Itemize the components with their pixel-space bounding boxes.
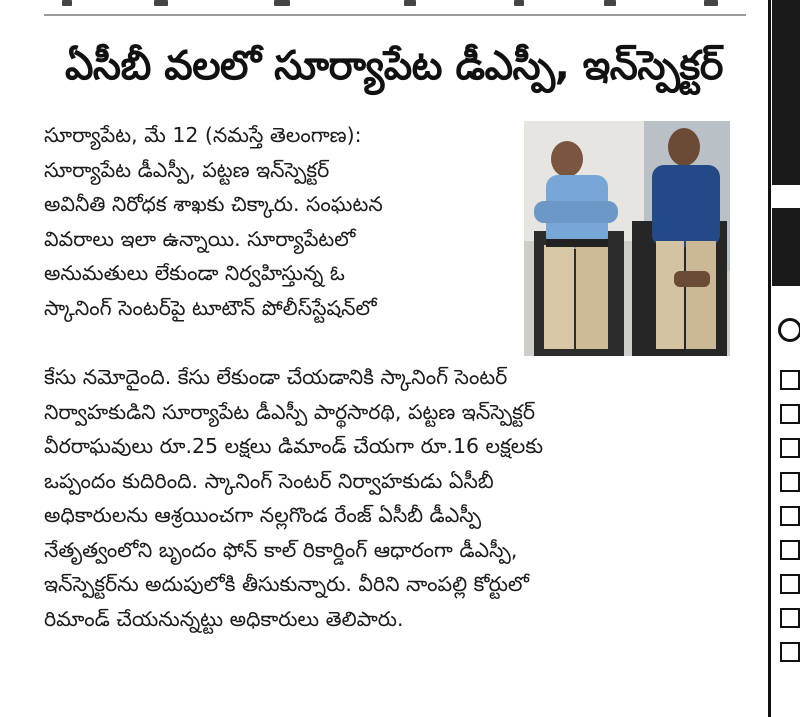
body-line: కేసు నమోదైంది. కేసు లేకుండా చేయడానికి స్కానింగ్ సెంటర్ bbox=[44, 365, 508, 389]
neighbour-circle-icon bbox=[778, 318, 800, 342]
previous-article-fragment bbox=[44, 0, 746, 12]
neighbour-photo-block bbox=[772, 0, 800, 185]
article-body bbox=[44, 360, 754, 636]
square-bullet-icon bbox=[780, 438, 800, 458]
body-line: రిమాండ్ చేయనున్నట్టు అధికారులు తెలిపారు. bbox=[44, 606, 404, 631]
neighbouring-column bbox=[766, 0, 800, 717]
photo-two-officers bbox=[524, 121, 730, 356]
square-bullet-icon bbox=[780, 540, 800, 560]
body-line: ఇన్‌స్పెక్టర్‌ను అదుపులోకి తీసుకున్నారు. వీరిని నాంపల్లి కోర్టులో bbox=[44, 572, 530, 596]
square-bullet-icon bbox=[780, 608, 800, 628]
square-bullet-icon bbox=[780, 472, 800, 492]
body-line: నిర్వాహకుడిని సూర్యాపేట డీఎస్పీ పార్థసారథి, పట్టణ ఇన్‌స్పెక్టర్ bbox=[44, 399, 535, 424]
news-photo bbox=[524, 121, 730, 356]
body-line: ఒప్పందం కుదిరింది. స్కానింగ్ సెంటర్ నిర్వాహకుడు ఏసీబీ bbox=[44, 468, 494, 493]
neighbour-header-block bbox=[772, 208, 800, 286]
top-divider bbox=[44, 14, 746, 16]
square-bullet-icon bbox=[780, 574, 800, 594]
body-line: వీరరాఘవులు రూ.25 లక్షలు డిమాండ్ చేయగా రూ.16 లక్షలకు bbox=[44, 434, 544, 458]
intro-line: అనుమతులు లేకుండా నిర్వహిస్తున్న ఓ bbox=[44, 261, 345, 285]
body-line: అధికారులను ఆశ్రయించగా నల్లగొండ రేంజ్ ఏసీబీ డీఎస్పీ bbox=[44, 503, 482, 527]
intro-line: స్కానింగ్ సెంటర్‌పై టూటౌన్ పోలీస్‌స్టేషన్‌లో bbox=[44, 295, 377, 320]
square-bullet-icon bbox=[780, 370, 800, 390]
intro-line: సూర్యాపేట డీఎస్పీ, పట్టణ ఇన్‌స్పెక్టర్ bbox=[44, 157, 330, 182]
intro-line: వివరాలు ఇలా ఉన్నాయి. సూర్యాపేటలో bbox=[44, 226, 356, 251]
intro-line: అవినీతి నిరోధక శాఖకు చిక్కారు. సంఘటన bbox=[44, 192, 383, 216]
square-bullet-icon bbox=[780, 506, 800, 526]
square-bullet-icon bbox=[780, 642, 800, 662]
square-bullet-icon bbox=[780, 404, 800, 424]
body-line: నేతృత్వంలోని బృందం ఫోన్ కాల్ రికార్డింగ్ ఆధారంగా డీఎస్పీ, bbox=[44, 537, 518, 562]
article-headline: ఏసీబీ వలలో సూర్యాపేట డీఎస్పీ, ఇన్‌స్పెక్టర్ bbox=[64, 43, 724, 89]
article-intro bbox=[44, 118, 514, 325]
column-divider bbox=[768, 0, 771, 717]
intro-line: సూర్యాపేట, మే 12 (నమస్తే తెలంగాణ): bbox=[44, 123, 362, 147]
